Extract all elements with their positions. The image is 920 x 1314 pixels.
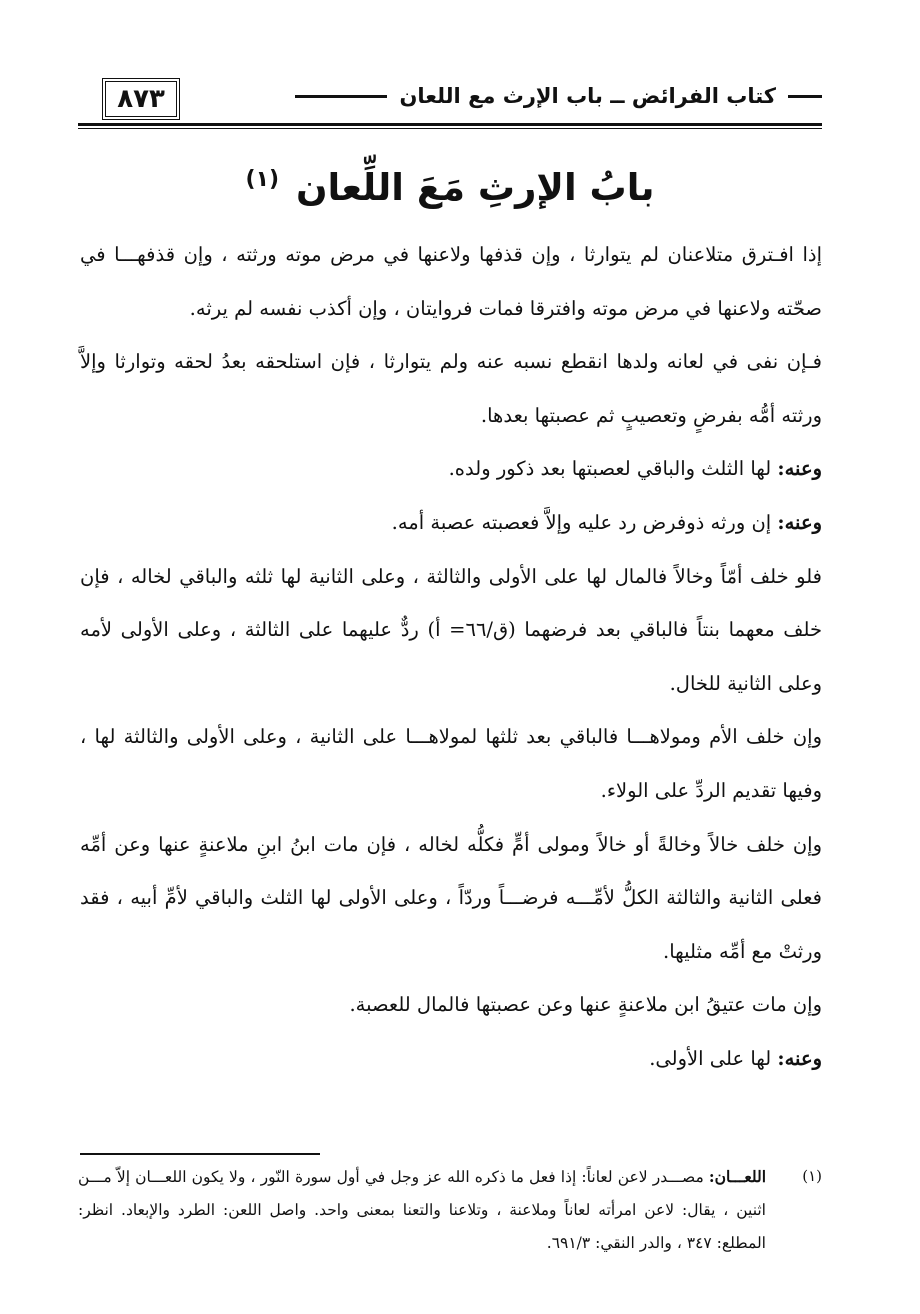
- paragraph: [80, 228, 822, 335]
- paragraph-text: وإن خلف الأم ومولاهـــا فالباقي بعد ثلثها لمولاهـــا على الثانية ، وعلى الأولى والثالثة لها ، وفيها تقديم الردِّ على الولاء.: [80, 725, 822, 802]
- paragraph-text: فلو خلف أمّاً وخالاً فالمال لها على الأولى والثالثة ، وعلى الثانية لها ثلثه والباقي لخاله ، فإن خلف معهما بنتاً فالباقي بعد فرضهما (ق/٦٦= أ) ردٌّ عليهما على الثالثة ، وعلى الأولى لأمه وعلى الثانية للخال.: [80, 564, 822, 695]
- footnote-body: مصـــدر لاعن لعاناً: إذا فعل ما ذكره الله عز وجل في أول سورة النّور ، ولا يكون اللعـــان إلاّ مـــن اثنين ، يقال: لاعن امرأته لعاناً وملاعنة ، وتلاعنا والتعنا بمعنى واحد. واصل اللعن: الطرد والإبعاد. انظر: المطلع: ٣٤٧ ، والدر النقي: ٦٩١/٣.: [78, 1168, 766, 1252]
- paragraph-text: لها على الأولى.: [649, 1046, 772, 1070]
- paragraph-label: وعنه:: [777, 457, 822, 481]
- body-text: [80, 228, 822, 1086]
- page-header: [78, 70, 822, 130]
- title-footnote-marker: (١): [245, 167, 280, 192]
- running-head: [295, 84, 822, 108]
- header-rule: [78, 128, 822, 129]
- paragraph-label: وعنه:: [777, 510, 822, 534]
- paragraph-text: إن ورثه ذوفرض رد عليه وإلاَّ فعصبته عصبة أمه.: [391, 510, 772, 534]
- paragraph: [80, 442, 822, 496]
- paragraph: [80, 978, 822, 1032]
- paragraph: [80, 496, 822, 550]
- running-head-dash: [788, 95, 822, 98]
- paragraph: [80, 550, 822, 711]
- footnote-number: (١): [802, 1167, 822, 1185]
- paragraph-label: وعنه:: [777, 1046, 822, 1070]
- footnote-lead: اللعـــان:: [708, 1167, 766, 1186]
- paragraph-text: فـإن نفى في لعانه ولدها انقطع نسبه عنه ولم يتوارثا ، فإن استلحقه بعدُ لحقه وتوارثا وإلاَّ ورثته أمُّه بفرضٍ وتعصيبٍ ثم عصبتها بعدها.: [80, 350, 822, 427]
- page-number: ٨٧٣: [102, 78, 180, 120]
- footnote-separator: [80, 1153, 320, 1155]
- paragraph: [80, 818, 822, 979]
- paragraph: [80, 335, 822, 442]
- footnote-text: [78, 1160, 766, 1260]
- paragraph: [80, 710, 822, 817]
- paragraph-text: لها الثلث والباقي لعصبتها بعد ذكور ولده.: [448, 457, 772, 481]
- header-rule: [78, 123, 822, 126]
- paragraph: [80, 1032, 822, 1086]
- running-head-text: كتاب الفرائض ــ باب الإرث مع اللعان: [399, 84, 776, 108]
- chapter-title: [78, 150, 822, 218]
- chapter-title-text: بابُ الإرثِ مَعَ اللِّعان: [295, 166, 655, 209]
- running-head-dash: [295, 95, 387, 98]
- paragraph-text: وإن مات عتيقُ ابن ملاعنةٍ عنها وعن عصبتها فالمال للعصبة.: [349, 993, 822, 1017]
- footnotes: [78, 1160, 822, 1260]
- paragraph-text: إذا افـترق متلاعنان لم يتوارثا ، وإن قذفها ولاعنها في مرض موته ورثته ، وإن قذفهـــا في صحّته ولاعنها في مرض موته وافترقا فمات فروايتان ، وإن أكذب نفسه لم يرثه.: [80, 243, 822, 320]
- paragraph-text: وإن خلف خالاً وخالةً أو خالاً ومولى أمٍّ فكلُّه لخاله ، فإن مات ابنُ ابنِ ملاعنةٍ عنها وعن أمِّه فعلى الثانية والثالثة الكلُّ لأمِّـــه فرضـــاً وردّاً ، وعلى الأولى لها الثلث والباقي لأمِّ أبيه ، فقد ورثتْ مع أمِّه مثليها.: [80, 832, 822, 963]
